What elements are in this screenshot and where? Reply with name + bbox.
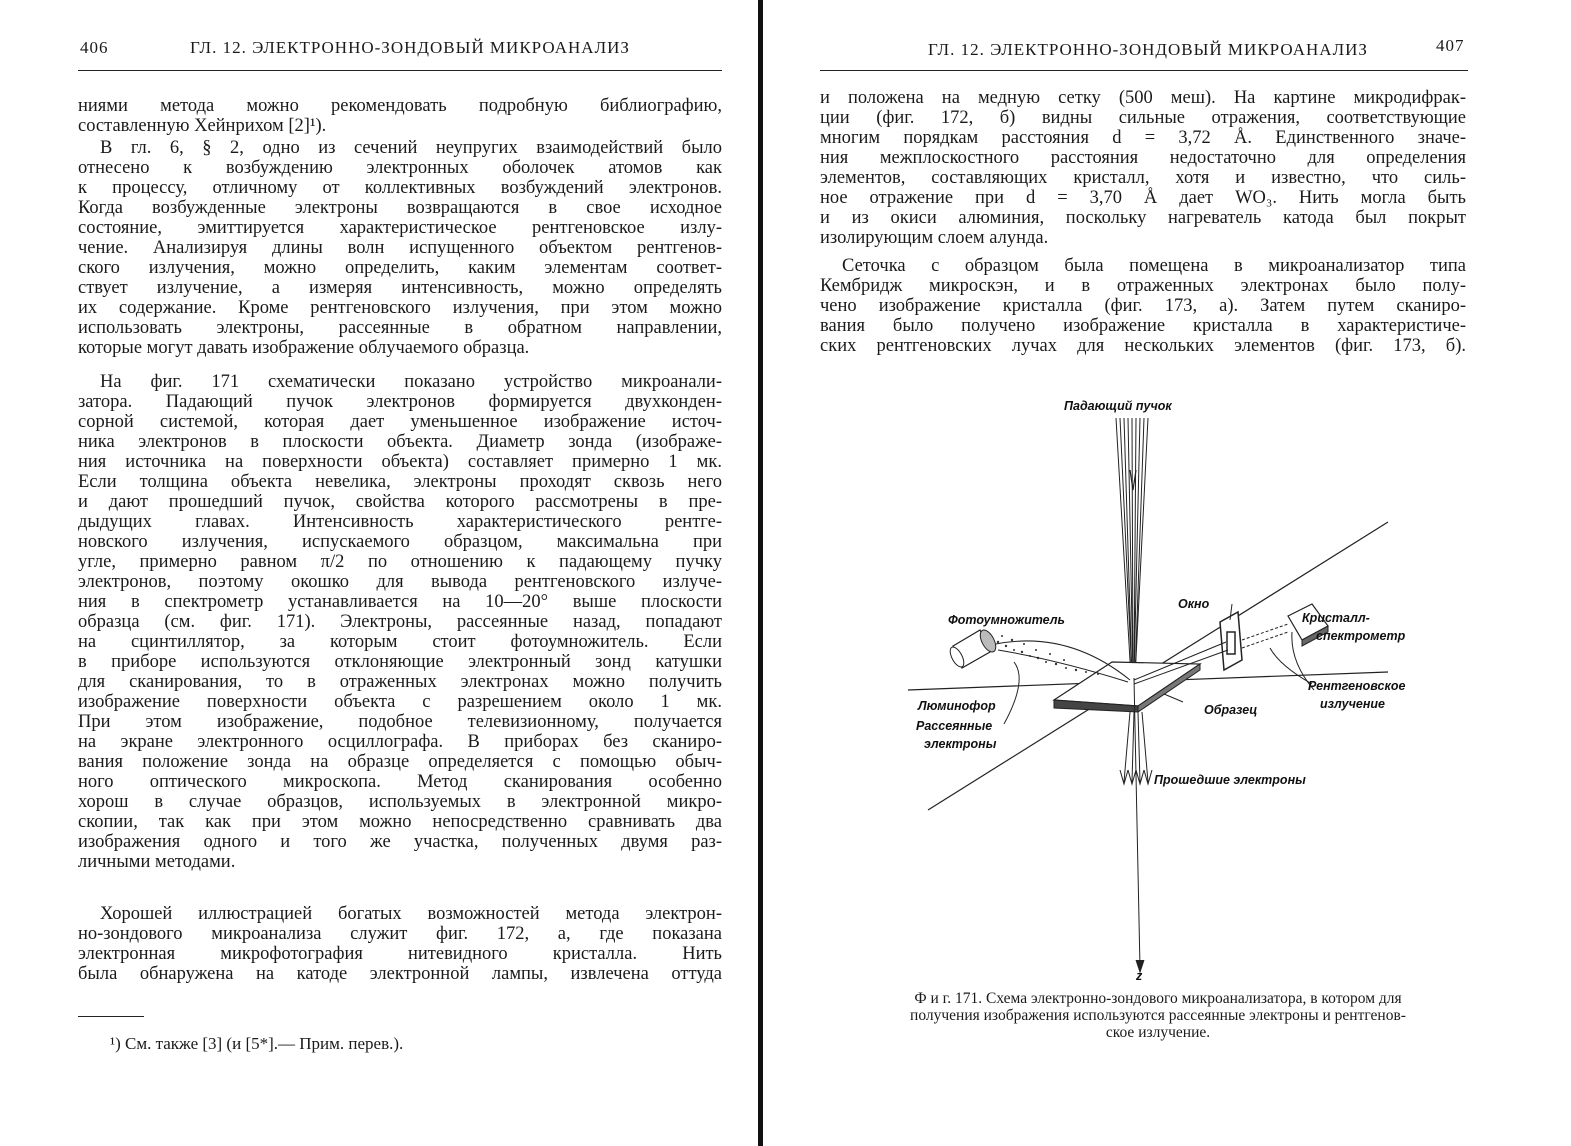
footnote: ¹) См. также [3] (и [5*].— Прим. перев.).	[110, 1034, 404, 1053]
page-number: 406	[80, 38, 109, 57]
text-line: и положена на медную сетку (500 меш). На картине микродифрак-	[820, 88, 1466, 108]
text-line: Хорошей иллюстрацией богатых возможностей метода электрон-	[100, 904, 722, 924]
page-number: 407	[1436, 36, 1465, 55]
text-line: хорош в случае образцов, используемых в электронной микро-	[78, 792, 722, 812]
text-line: На фиг. 171 схематически показано устройство микроанали-	[100, 372, 722, 392]
right-page	[768, 0, 1571, 1146]
book-spine	[758, 0, 763, 1146]
text-line: скопии, так как при этом можно непосредственно сравнивать два	[78, 812, 722, 832]
running-head: ГЛ. 12. ЭЛЕКТРОННО-ЗОНДОВЫЙ МИКРОАНАЛИЗ	[190, 38, 630, 57]
figure-caption	[828, 990, 1488, 1041]
label-z-axis: z	[1136, 969, 1143, 983]
text-line: изображение поверхности объекта с разрешением около 1 мк.	[78, 692, 722, 712]
label-scattered-2: электроны	[924, 737, 997, 751]
text-line: личными методами.	[78, 852, 236, 872]
text-line: чение. Анализируя длины волн испущенного объектом рентгенов-	[78, 238, 722, 258]
label-xray-1: Рентгеновское	[1308, 679, 1406, 693]
text-line: Когда возбужденные электроны возвращаются в свое исходное	[78, 198, 722, 218]
text-line: новского излучения, испускаемого образцом, максимальна при	[78, 532, 722, 552]
text-line: для сканирования, то в отраженных электронах можно получить	[78, 672, 722, 692]
text-line: элементов, составляющих кристалл, хотя и известно, что силь-	[820, 168, 1466, 188]
text-line: Если толщина объекта невелика, электроны проходят сквозь него	[78, 472, 722, 492]
text-line: ния источника на поверхности объекта) составляет примерно 1 мк.	[78, 452, 722, 472]
figure-171-diagram	[768, 0, 1571, 1146]
text-line: использовать электроны, рассеянные в обратном направлении,	[78, 318, 722, 338]
paragraph-4	[78, 904, 722, 984]
text-line: которые могут давать изображение облучаемого образца.	[78, 338, 530, 358]
text-line: в приборе используются отклоняющие электронный зонд катушки	[78, 652, 722, 672]
text-line: электронов, поэтому окошко для вывода рентгеновского излуче-	[78, 572, 722, 592]
text-line: вания положение зонда на образце определяется с помощью обыч-	[78, 752, 722, 772]
text-line: вания было получено изображение кристалла в характеристиче-	[820, 316, 1466, 336]
label-phosphor: Люминофор	[918, 699, 996, 713]
text-line: их содержание. Кроме рентгеновского излучения, при этом можно	[78, 298, 722, 318]
label-window: Окно	[1178, 597, 1210, 611]
caption-line: ское излучение.	[1105, 1024, 1211, 1041]
text-line: на сцинтиллятор, за которым стоит фотоумножитель. Если	[78, 632, 722, 652]
photomultiplier	[947, 628, 999, 669]
text-line: но-зондового микроанализа служит фиг. 172, а, где показана	[78, 924, 722, 944]
text-line: образца (см. фиг. 171). Электроны, рассеянные назад, попадают	[78, 612, 722, 632]
text-line: чено изображение кристалла (фиг. 173, а). Затем путем сканиро-	[820, 296, 1466, 316]
text-line: угле, примерно равном π/2 по отношению к падающему пучку	[78, 552, 722, 572]
text-line: Кембридж микроскэн, и в отраженных электронах было полу-	[820, 276, 1466, 296]
text-line: ского излучения, можно определить, каким элементам соответ-	[78, 258, 722, 278]
label-photomultiplier: Фотоумножитель	[948, 613, 1065, 627]
text-line: многим порядкам расстояния d = 3,72 Å. Единственного значе-	[820, 128, 1466, 148]
text-line: была обнаружена на катоде электронной лампы, извлечена оттуда	[78, 964, 722, 984]
label-crystal-spectrometer-1: Кристалл-	[1302, 611, 1370, 625]
running-head: ГЛ. 12. ЭЛЕКТРОННО-ЗОНДОВЫЙ МИКРОАНАЛИЗ	[928, 40, 1368, 59]
text-line: ских рентгеновских лучах для нескольких элементов (фиг. 173, б).	[820, 336, 1466, 356]
text-line: ниями метода можно рекомендовать подробную библиографию,	[78, 96, 722, 116]
header-rule	[78, 70, 722, 71]
text-line: ния межплоскостного расстояния недостаточно для определения	[820, 148, 1466, 168]
label-transmitted: Прошедшие электроны	[1154, 773, 1306, 787]
text-line: и дают прошедший пучок, свойства которого рассмотрены в пре-	[78, 492, 722, 512]
label-incident-beam: Падающий пучок	[1064, 399, 1172, 413]
text-line: ного оптического микроскопа. Метод сканирования особенно	[78, 772, 722, 792]
text-line: В гл. 6, § 2, одно из сечений неупругих взаимодействий было	[100, 138, 722, 158]
text-line: ции (фиг. 172, б) видны сильные отражения, соответствующие	[820, 108, 1466, 128]
label-xray-2: излучение	[1320, 697, 1385, 711]
left-page	[0, 0, 760, 1146]
text-line: и из окиси алюминия, поскольку нагреватель катода был покрыт	[820, 208, 1466, 228]
footnote-rule	[78, 1016, 144, 1017]
label-crystal-spectrometer-2: спектрометр	[1316, 629, 1406, 643]
paragraph-2	[78, 138, 722, 358]
incident-beam	[1116, 418, 1148, 678]
paragraph-1	[78, 96, 722, 136]
text-line: изолирующим слоем алунда.	[820, 228, 1049, 248]
text-line: изображения одного и того же участка, полученных двумя раз-	[78, 832, 722, 852]
text-line: составленную Хейнрихом [2]¹).	[78, 116, 327, 136]
text-line: Сеточка с образцом была помещена в микроанализатор типа	[842, 256, 1466, 276]
text-line: ное отражение при d = 3,70 Å дает WO₃. Нить могла быть	[820, 188, 1466, 208]
text-line: При этом изображение, подобное телевизионному, получается	[78, 712, 722, 732]
z-axis	[1134, 678, 1140, 968]
text-line: на экране электронного осциллографа. В приборах без сканиро-	[78, 732, 722, 752]
text-line: ния в спектрометр устанавливается на 10—20° выше плоскости	[78, 592, 722, 612]
caption-line: получения изображения используются рассеянные электроны и рентгенов-	[910, 1007, 1406, 1024]
label-specimen: Образец	[1204, 703, 1258, 717]
text-line: электронная микрофотография нитевидного кристалла. Нить	[78, 944, 722, 964]
text-line: сорной системой, которая дает уменьшенное изображение источ-	[78, 412, 722, 432]
text-line: ника электронов в плоскости объекта. Диаметр зонда (изображе-	[78, 432, 722, 452]
text-line: состояние, эмиттируется характеристическое рентгеновское излу-	[78, 218, 722, 238]
text-line: затора. Падающий пучок электронов формируется двухконден-	[78, 392, 722, 412]
paragraph-3	[78, 372, 722, 872]
text-line: дыдущих главах. Интенсивность характеристического рентге-	[78, 512, 722, 532]
text-line: ствует излучение, а измеряя интенсивность, можно определять	[78, 278, 722, 298]
window	[1220, 612, 1242, 670]
text-line: к процессу, отличному от коллективных возбуждений электронов.	[78, 178, 722, 198]
text-line: отнесено к возбуждению электронных оболочек атомов как	[78, 158, 722, 178]
caption-line: Ф и г. 171. Схема электронно-зондового микроанализатора, в котором для	[914, 990, 1402, 1007]
label-scattered-1: Рассеянные	[916, 719, 993, 733]
